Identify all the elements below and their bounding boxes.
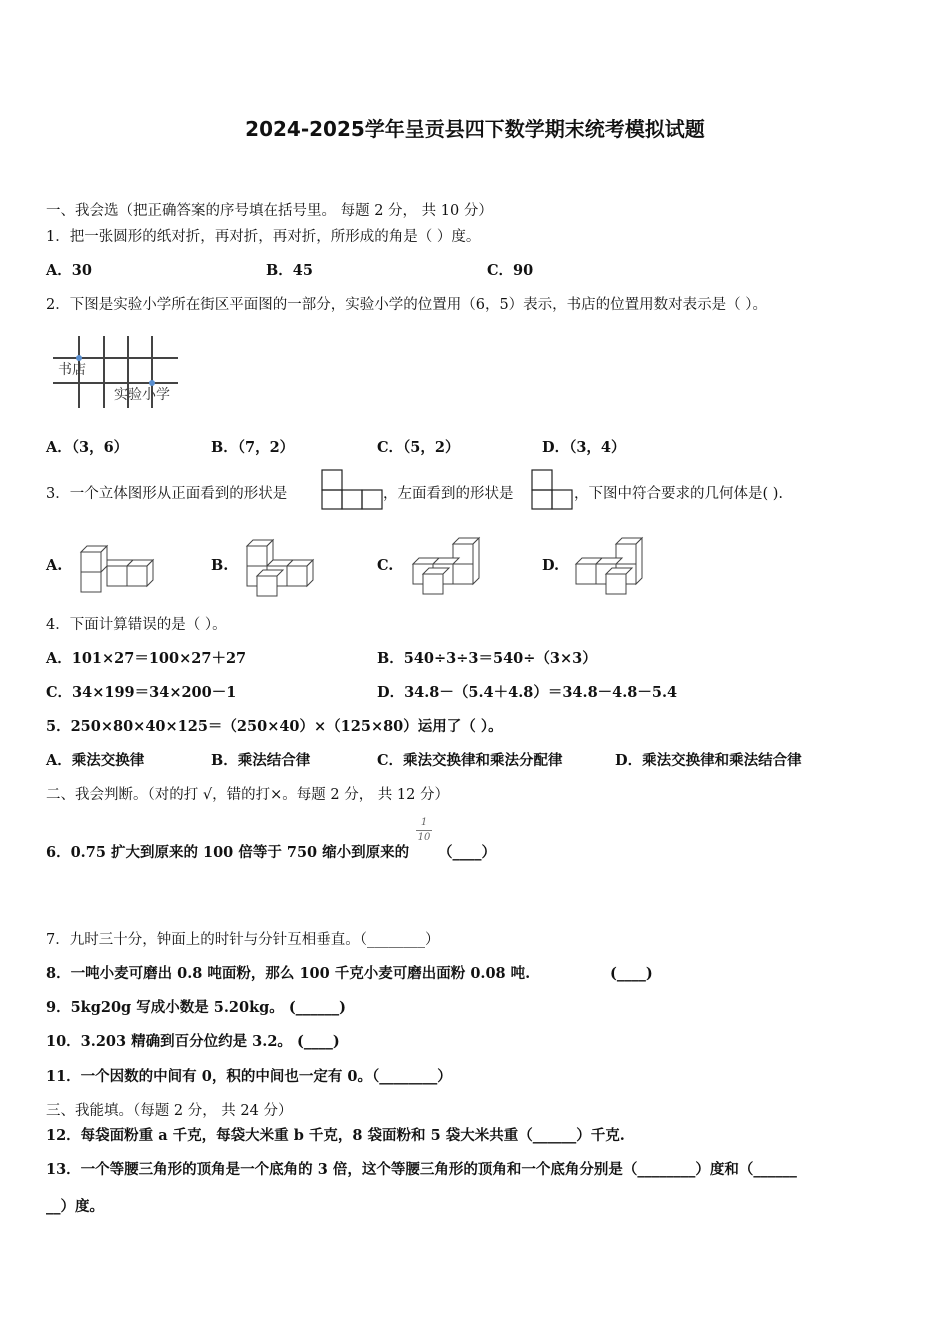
bookstore-marker	[76, 355, 82, 361]
q5-option-b: B．乘法结合律	[211, 752, 311, 769]
q2-option-c: C．（5，2）	[377, 439, 460, 456]
q3-option-c: C.	[377, 557, 394, 574]
left-view-shape	[531, 469, 574, 511]
front-view-shape	[321, 469, 383, 511]
q1-option-b: B．45	[266, 262, 313, 279]
q3-option-d-figure	[572, 536, 647, 596]
question-5: 5．250×80×40×125＝（250×40）×（125×80）运用了（ ）。	[46, 718, 503, 735]
section-1-heading: 一、我会选（把正确答案的序号填在括号里。 每题 2 分， 共 10 分）	[46, 203, 493, 219]
question-1: 1．把一张圆形的纸对折，再对折，再对折，所形成的角是（ ）度。	[46, 229, 481, 245]
q1-option-a: A．30	[46, 262, 92, 279]
question-3-part1: 3．一个立体图形从正面看到的形状是	[46, 486, 288, 502]
question-2: 2．下图是实验小学所在街区平面图的一部分，实验小学的位置用（6，5）表示，书店的位置用数对表示是（ ）。	[46, 297, 768, 313]
q3-option-b: B.	[211, 557, 229, 574]
q2-option-a: A．（3，6）	[46, 439, 129, 456]
q6-fraction-bar	[416, 830, 432, 831]
q8-answer-blank: (____)	[610, 965, 653, 982]
q3-option-a: A.	[46, 557, 63, 574]
map-label-bookstore: 书店	[58, 362, 86, 378]
school-marker	[149, 380, 155, 386]
question-10: 10．3.203 精确到百分位约是 3.2。 (____)	[46, 1033, 340, 1050]
q5-option-d: D．乘法交换律和乘法结合律	[615, 752, 802, 769]
question-3-part2: ，左面看到的形状是	[383, 486, 514, 502]
map-label-school: 实验小学	[114, 387, 170, 403]
question-4: 4．下面计算错误的是（ ）。	[46, 617, 227, 633]
q1-option-c: C．90	[487, 262, 534, 279]
question-8: 8．一吨小麦可磨出 0.8 吨面粉，那么 100 千克小麦可磨出面粉 0.08 吨.	[46, 965, 531, 982]
question-3-part3: ，下图中符合要求的几何体是( ).	[574, 486, 784, 502]
q4-option-b: B．540÷3÷3＝540÷（3×3）	[377, 650, 597, 667]
q6-answer-blank: （____）	[438, 844, 496, 861]
street-map-figure	[50, 334, 195, 412]
question-9: 9．5kg20g 写成小数是 5.20kg。 (______)	[46, 999, 347, 1016]
section-3-heading: 三、我能填。（每题 2 分， 共 24 分）	[46, 1103, 293, 1119]
question-11: 11．一个因数的中间有 0，积的中间也一定有 0。（________）	[46, 1068, 452, 1085]
page-title: 2024-2025学年呈贡县四下数学期末统考模拟试题	[245, 117, 705, 141]
q5-option-c: C．乘法交换律和乘法分配律	[377, 752, 563, 769]
q4-option-c: C．34×199＝34×200－1	[46, 684, 237, 701]
q6-fraction-numerator: 1	[420, 817, 428, 828]
q3-option-c-figure	[409, 536, 484, 596]
q2-option-b: B．（7，2）	[211, 439, 295, 456]
q3-option-d: D.	[542, 557, 560, 574]
question-12: 12．每袋面粉重 a 千克，每袋大米重 b 千克，8 袋面粉和 5 袋大米共重（______）千克.	[46, 1127, 625, 1144]
q6-fraction-denominator: 10	[417, 832, 431, 843]
question-6: 6．0.75 扩大到原来的 100 倍等于 750 缩小到原来的	[46, 844, 410, 861]
q6-fraction	[416, 817, 432, 844]
q3-option-a-figure	[79, 540, 159, 598]
question-13-line1: 13．一个等腰三角形的顶角是一个底角的 3 倍，这个等腰三角形的顶角和一个底角分别是（________）度和（______	[46, 1161, 797, 1178]
q2-option-d: D．（3，4）	[542, 439, 626, 456]
question-13-line2: __）度。	[46, 1198, 104, 1215]
q5-option-a: A．乘法交换律	[46, 752, 145, 769]
q3-option-b-figure	[241, 536, 321, 598]
section-2-heading: 二、我会判断。（对的打 √，错的打×。每题 2 分， 共 12 分）	[46, 787, 449, 803]
q4-option-a: A．101×27＝100×27＋27	[46, 650, 247, 667]
question-7: 7．九时三十分，钟面上的时针与分针互相垂直。（________）	[46, 932, 440, 948]
q4-option-d: D．34.8－（5.4＋4.8）＝34.8－4.8－5.4	[377, 684, 678, 701]
